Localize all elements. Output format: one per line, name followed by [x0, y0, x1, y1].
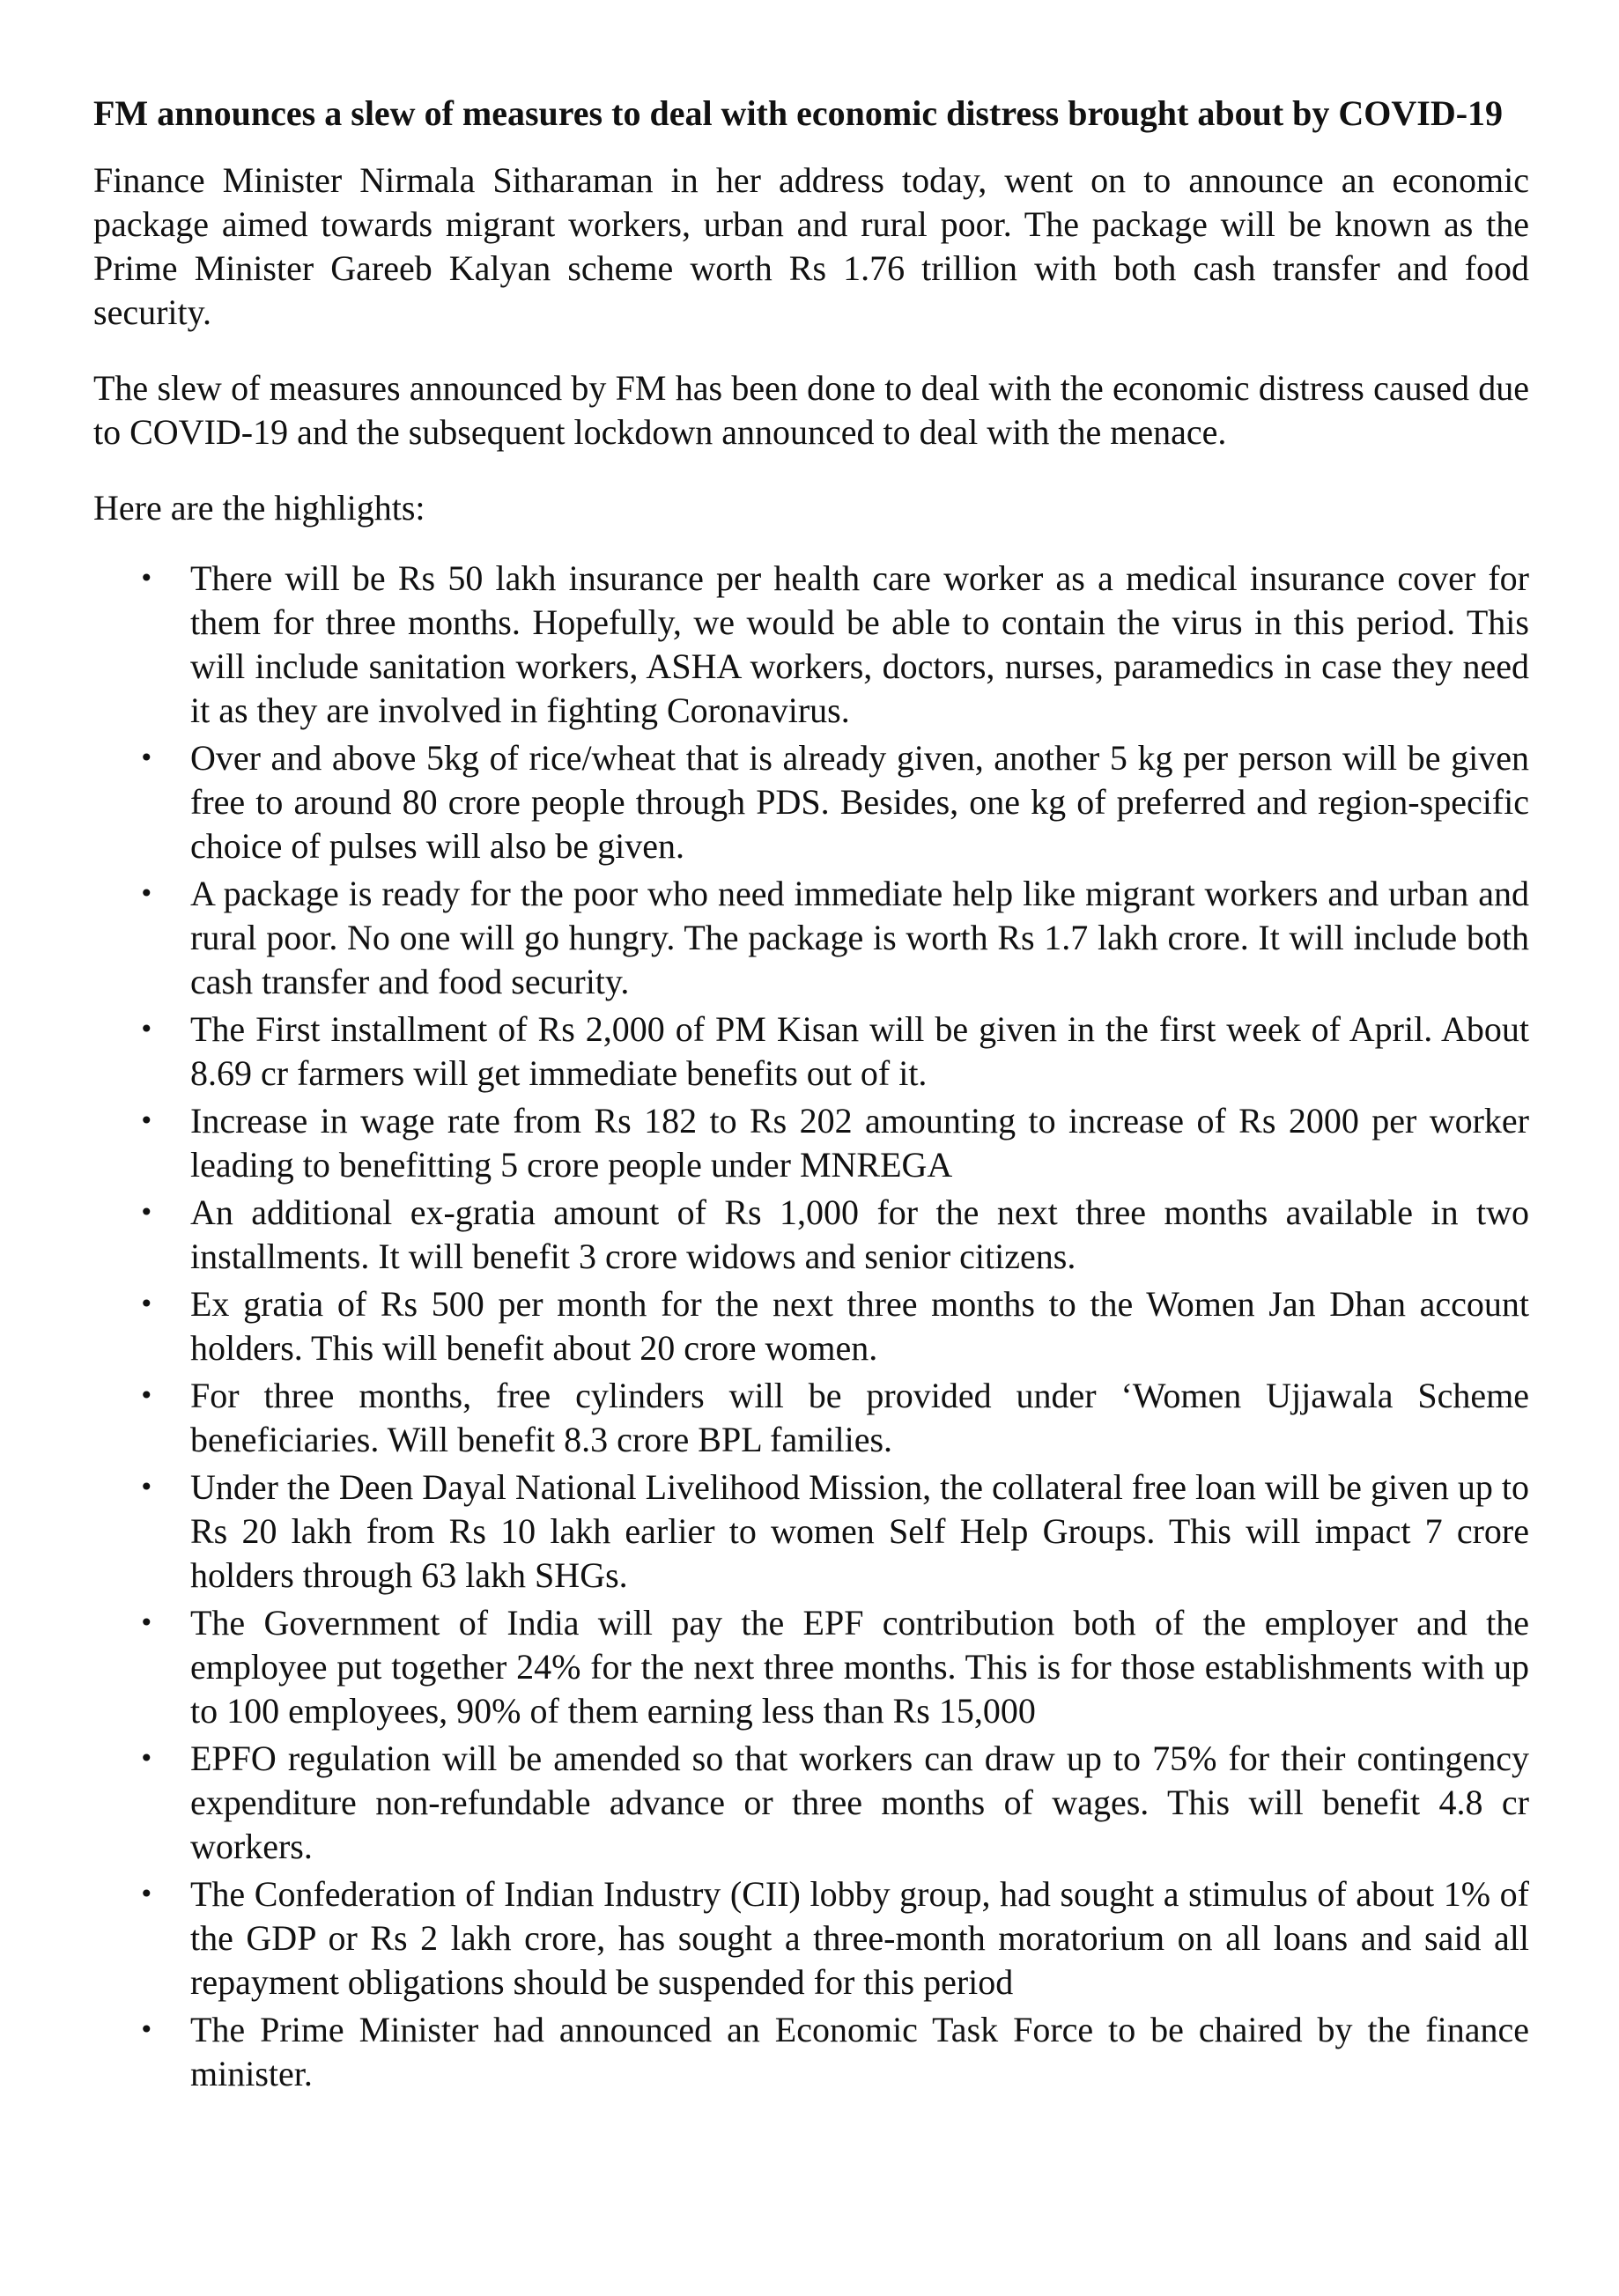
list-item-text: Over and above 5kg of rice/wheat that is already given, another 5 kg per person will be given free to around 80 crore people through PDS. Besides, one kg of preferred and region-specific choice of pulses will also be given. — [190, 738, 1529, 866]
bullet-icon: • — [139, 1608, 154, 1637]
list-item — [139, 1465, 1529, 1598]
list-item-text: The Confederation of Indian Industry (CII) lobby group, had sought a stimulus of about 1% of the GDP or Rs 2 lakh crore, has sought a three-month moratorium on all loans and said all repayment obligations should be suspended for this period — [190, 1874, 1529, 2002]
bullet-icon: • — [139, 1198, 154, 1227]
list-item — [139, 1601, 1529, 1733]
document-page — [93, 92, 1529, 2100]
bullet-icon: • — [139, 564, 154, 593]
list-item-text: Increase in wage rate from Rs 182 to Rs 202 amounting to increase of Rs 2000 per worker leading to benefitting 5 crore people under MNREGA — [190, 1101, 1529, 1185]
highlights-heading: Here are the highlights: — [93, 488, 425, 528]
list-item-text: For three months, free cylinders will be provided under ‘Women Ujjawala Scheme beneficiaries. Will benefit 8.3 crore BPL families. — [190, 1376, 1529, 1459]
list-item — [139, 1282, 1529, 1370]
bullet-icon: • — [139, 743, 154, 772]
list-item-text: There will be Rs 50 lakh insurance per health care worker as a medical insurance cover for them for three months. Hopefully, we would be able to contain the virus in this period. This will include sanitation workers, ASHA workers, doctors, nurses, paramedics in case they need it as they are involved in fighting Coronavirus. — [190, 558, 1529, 730]
list-item — [139, 557, 1529, 733]
bullet-icon: • — [139, 2015, 154, 2044]
list-item-text: Under the Deen Dayal National Livelihood Mission, the collateral free loan will be given up to Rs 20 lakh from Rs 10 lakh earlier to women Self Help Groups. This will impact 7 crore holders through 63 lakh SHGs. — [190, 1467, 1529, 1595]
bullet-icon: • — [139, 1879, 154, 1908]
bullet-icon: • — [139, 1744, 154, 1773]
list-item — [139, 1374, 1529, 1462]
list-item — [139, 736, 1529, 868]
list-item — [139, 1872, 1529, 2004]
list-item-text: The Prime Minister had announced an Economic Task Force to be chaired by the finance minister. — [190, 2010, 1529, 2093]
list-item — [139, 1191, 1529, 1279]
list-item — [139, 1737, 1529, 1869]
intro-paragraph: Finance Minister Nirmala Sitharaman in her address today, went on to announce an economic package aimed towards migrant workers, urban and rural poor. The package will be known as the Prime Minister Gareeb Kalyan scheme worth Rs 1.76 trillion with both cash transfer and food security. — [93, 160, 1529, 332]
context-paragraph: The slew of measures announced by FM has been done to deal with the economic distress caused due to COVID-19 and the subsequent lockdown announced to deal with the menace. — [93, 368, 1529, 452]
list-item-text: An additional ex-gratia amount of Rs 1,000 for the next three months available in two installments. It will benefit 3 crore widows and senior citizens. — [190, 1192, 1529, 1276]
bullet-icon: • — [139, 879, 154, 908]
list-item — [139, 1008, 1529, 1096]
bullet-icon: • — [139, 1106, 154, 1135]
highlights-list — [93, 557, 1529, 2096]
list-item-text: Ex gratia of Rs 500 per month for the next three months to the Women Jan Dhan account holders. This will benefit about 20 crore women. — [190, 1284, 1529, 1368]
list-item — [139, 1099, 1529, 1187]
list-item-text: EPFO regulation will be amended so that workers can draw up to 75% for their contingency expenditure non-refundable advance or three months of wages. This will benefit 4.8 cr workers. — [190, 1739, 1529, 1866]
bullet-icon: • — [139, 1289, 154, 1318]
bullet-icon: • — [139, 1381, 154, 1410]
list-item-text: The First installment of Rs 2,000 of PM Kisan will be given in the first week of April. About 8.69 cr farmers will get immediate benefits out of it. — [190, 1009, 1529, 1093]
list-item-text: A package is ready for the poor who need immediate help like migrant workers and urban and rural poor. No one will go hungry. The package is worth Rs 1.7 lakh crore. It will include both cash transfer and food security. — [190, 874, 1529, 1001]
bullet-icon: • — [139, 1473, 154, 1502]
list-item — [139, 872, 1529, 1004]
bullet-icon: • — [139, 1015, 154, 1044]
list-item — [139, 2008, 1529, 2096]
article-title: FM announces a slew of measures to deal with economic distress brought about by COVID-19 — [93, 93, 1504, 133]
list-item-text: The Government of India will pay the EPF contribution both of the employer and the employee put together 24% for the next three months. This is for those establishments with up to 100 employees, 90% of them earning less than Rs 15,000 — [190, 1603, 1529, 1731]
